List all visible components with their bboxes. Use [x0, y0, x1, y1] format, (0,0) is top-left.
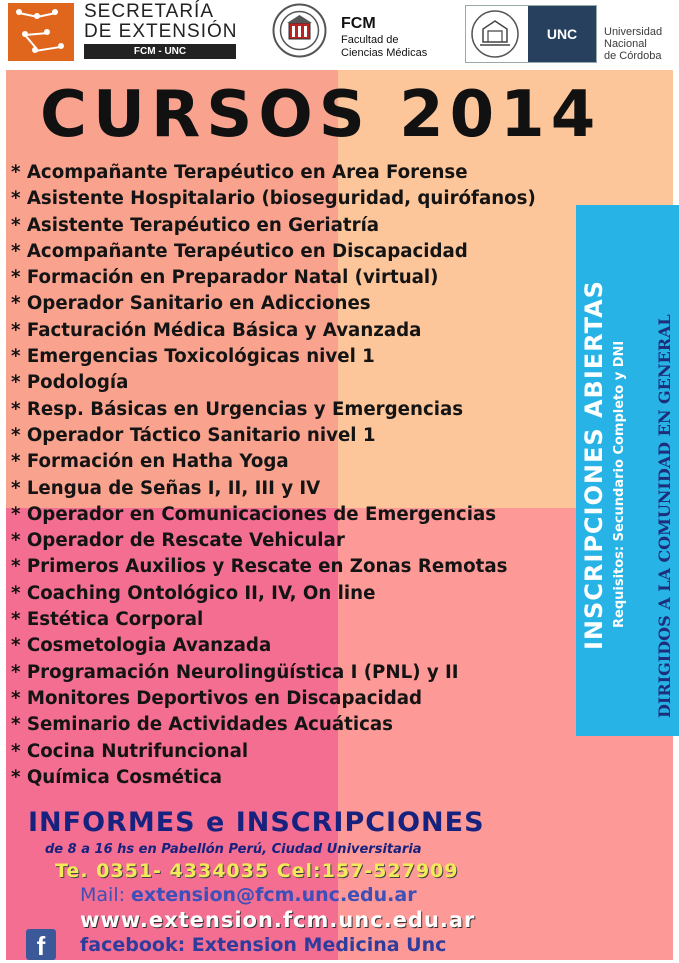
course-item: * Química Cosmética [11, 766, 222, 788]
phone-numbers: Te. 0351- 4334035 Cel:157-527909 [55, 860, 459, 882]
unc-seal-icon [470, 9, 520, 59]
course-item: * Asistente Hospitalario (bioseguridad, quirófanos) [11, 188, 536, 210]
unc-logo [465, 5, 597, 63]
facebook-icon: f [26, 929, 56, 960]
unc-label: UNC [528, 6, 596, 62]
mail-address-link[interactable]: extension@fcm.unc.edu.ar [131, 884, 417, 906]
course-item: * Cocina Nutrifuncional [11, 740, 249, 762]
facebook-link[interactable]: facebook: Extension Medicina Unc [80, 934, 447, 956]
course-item: * Seminario de Actividades Acuáticas [11, 714, 393, 736]
website-link[interactable]: www.extension.fcm.unc.edu.ar [80, 908, 476, 932]
course-item: * Coaching Ontológico II, IV, On line [11, 582, 376, 604]
course-item: * Emergencias Toxicológicas nivel 1 [11, 346, 375, 368]
course-item: * Formación en Hatha Yoga [11, 451, 289, 473]
course-item: * Operador en Comunicaciones de Emergencias [11, 503, 497, 525]
mail-label: Mail: [80, 884, 132, 906]
course-list [11, 160, 536, 791]
secretaria-title-line2: DE EXTENSIÓN [84, 21, 238, 42]
course-item: * Podología [11, 372, 129, 394]
registration-requirements: Requisitos: Secundario Completo y DNI [612, 340, 627, 628]
audience-note: DIRIGIDOS A LA COMUNIDAD EN GENERAL [655, 314, 674, 718]
course-item: * Resp. Básicas en Urgencias y Emergencias [11, 398, 464, 420]
fcm-subtitle-line2: Ciencias Médicas [341, 47, 428, 59]
course-item: * Cosmetologia Avanzada [11, 635, 272, 657]
secretaria-title-line1: SECRETARÍA [84, 1, 215, 22]
course-item: * Operador Táctico Sanitario nivel 1 [11, 424, 376, 446]
schedule-text: de 8 a 16 hs en Pabellón Perú, Ciudad Universitaria [45, 842, 422, 857]
course-item: * Lengua de Señas I, II, III y IV [11, 477, 321, 499]
mail-line [80, 884, 417, 906]
fcm-name: FCM [341, 15, 376, 32]
unc-name-line2: Nacional [604, 38, 647, 50]
course-item: * Formación en Preparador Natal (virtual) [11, 267, 439, 289]
informes-heading: INFORMES e INSCRIPCIONES [28, 807, 485, 838]
unc-name-line3: de Córdoba [604, 50, 662, 62]
poster-title: CURSOS 2014 [40, 78, 602, 152]
secretaria-logo-icon [8, 3, 74, 61]
course-item: * Primeros Auxilios y Rescate en Zonas Remotas [11, 556, 508, 578]
unc-name-line1: Universidad [604, 26, 663, 38]
course-item: * Acompañante Terapéutico en Area Forense [11, 162, 468, 183]
registration-heading: INSCRIPCIONES ABIERTAS [580, 280, 608, 650]
course-item: * Programación Neurolingüística I (PNL) y II [11, 661, 459, 683]
course-item: * Acompañante Terapéutico en Discapacidad [11, 240, 468, 262]
secretaria-subtitle-bar: FCM - UNC [84, 44, 236, 59]
course-item: * Facturación Médica Básica y Avanzada [11, 319, 422, 341]
fcm-seal-icon [272, 3, 327, 58]
course-item: * Monitores Deportivos en Discapacidad [11, 687, 423, 709]
course-item: * Operador de Rescate Vehicular [11, 530, 345, 552]
course-item: * Asistente Terapéutico en Geriatría [11, 214, 380, 236]
fcm-subtitle-line1: Facultad de [341, 34, 399, 46]
course-item: * Operador Sanitario en Adicciones [11, 293, 371, 315]
header-logos [0, 0, 679, 70]
course-item: * Estética Corporal [11, 609, 204, 631]
